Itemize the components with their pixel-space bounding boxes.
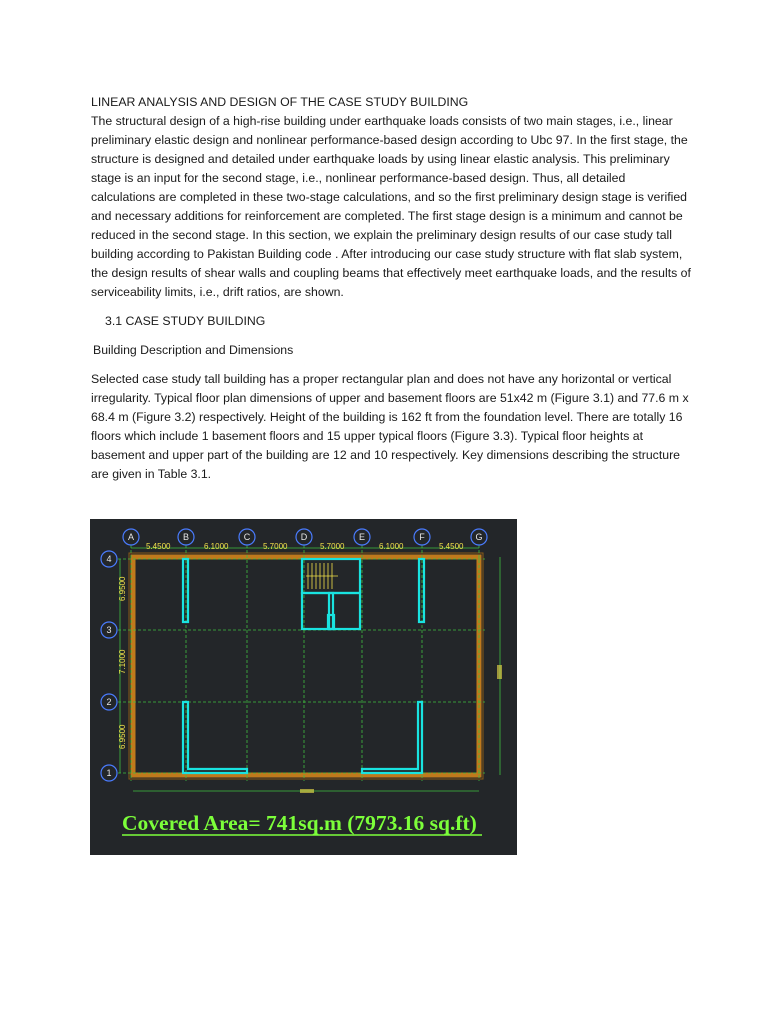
svg-text:6.9500: 6.9500 (118, 576, 127, 601)
floor-plan-drawing (90, 519, 517, 855)
svg-text:5.7000: 5.7000 (320, 542, 345, 551)
svg-text:1: 1 (106, 768, 112, 778)
row-spacing-labels (118, 576, 127, 749)
svg-text:3: 3 (106, 625, 112, 635)
svg-text:5.4500: 5.4500 (439, 542, 464, 551)
covered-area-caption: Covered Area= 741sq.m (7973.16 sq.ft) (122, 811, 477, 835)
svg-text:6.9500: 6.9500 (118, 724, 127, 749)
svg-text:4: 4 (106, 554, 112, 564)
svg-text:5.4500: 5.4500 (146, 542, 171, 551)
document-body (91, 93, 691, 484)
svg-text:2: 2 (106, 697, 112, 707)
svg-text:6.1000: 6.1000 (379, 542, 404, 551)
section-title: 3.1 CASE STUDY BUILDING (105, 314, 266, 328)
description-paragraph: Selected case study tall building has a proper rectangular plan and does not have any horizontal or vertical irregularity. Typical floor plan dimensions of upper and basement floors are 51x42 m (Figure 3.1) and 77.6 m x 68.4 m (Figure 3.2) respectively. Height of the building is 162 ft from the foundation level. There are totally 16 floors which include 1 basement floors and 15 upper typical floors (Figure 3.3). Typical floor heights at basement and upper part of the building are 12 and 10 respectively. Key dimensions describing the structure are given in Table 3.1. (91, 372, 689, 481)
svg-text:G: G (475, 532, 483, 542)
svg-text:F: F (419, 532, 425, 542)
shear-walls (183, 559, 424, 773)
slab-outline (133, 557, 479, 775)
svg-text:A: A (127, 532, 135, 542)
svg-text:7.1000: 7.1000 (118, 649, 127, 674)
column-grid-bubbles (123, 529, 487, 545)
svg-text:C: C (243, 532, 251, 542)
svg-text:6.1000: 6.1000 (204, 542, 229, 551)
chapter-heading: LINEAR ANALYSIS AND DESIGN OF THE CASE STUDY BUILDING (91, 95, 469, 109)
svg-text:5.7000: 5.7000 (263, 542, 288, 551)
subsection-title: Building Description and Dimensions (93, 343, 294, 357)
stair-icon (306, 563, 338, 589)
row-grid-bubbles (101, 551, 117, 781)
floor-plan-figure (90, 519, 517, 855)
svg-text:D: D (300, 532, 308, 542)
svg-text:B: B (182, 532, 190, 542)
intro-paragraph: The structural design of a high-rise building under earthquake loads consists of two main stages, i.e., linear preliminary elastic design and nonlinear performance-based design according to Ubc 97. In the first stage, the structure is designed and detailed under earthquake loads by using linear elastic analysis. This preliminary stage is an input for the second stage, i.e., nonlinear performance-based design. Thus, all detailed calculations are completed in these two-stage calculations, and so the first preliminary design stage is verified and necessary additions for reinforcement are completed. The first stage design is a minimum and cannot be reduced in the second stage. In this section, we explain the preliminary design results of our case study tall building according to Pakistan Building code . After introducing our case study structure with flat slab system, the design results of shear walls and coupling beams that effectively meet earthquake loads, and the results of serviceability limits, i.e., drift ratios, are shown. (91, 114, 691, 299)
svg-text:E: E (358, 532, 366, 542)
